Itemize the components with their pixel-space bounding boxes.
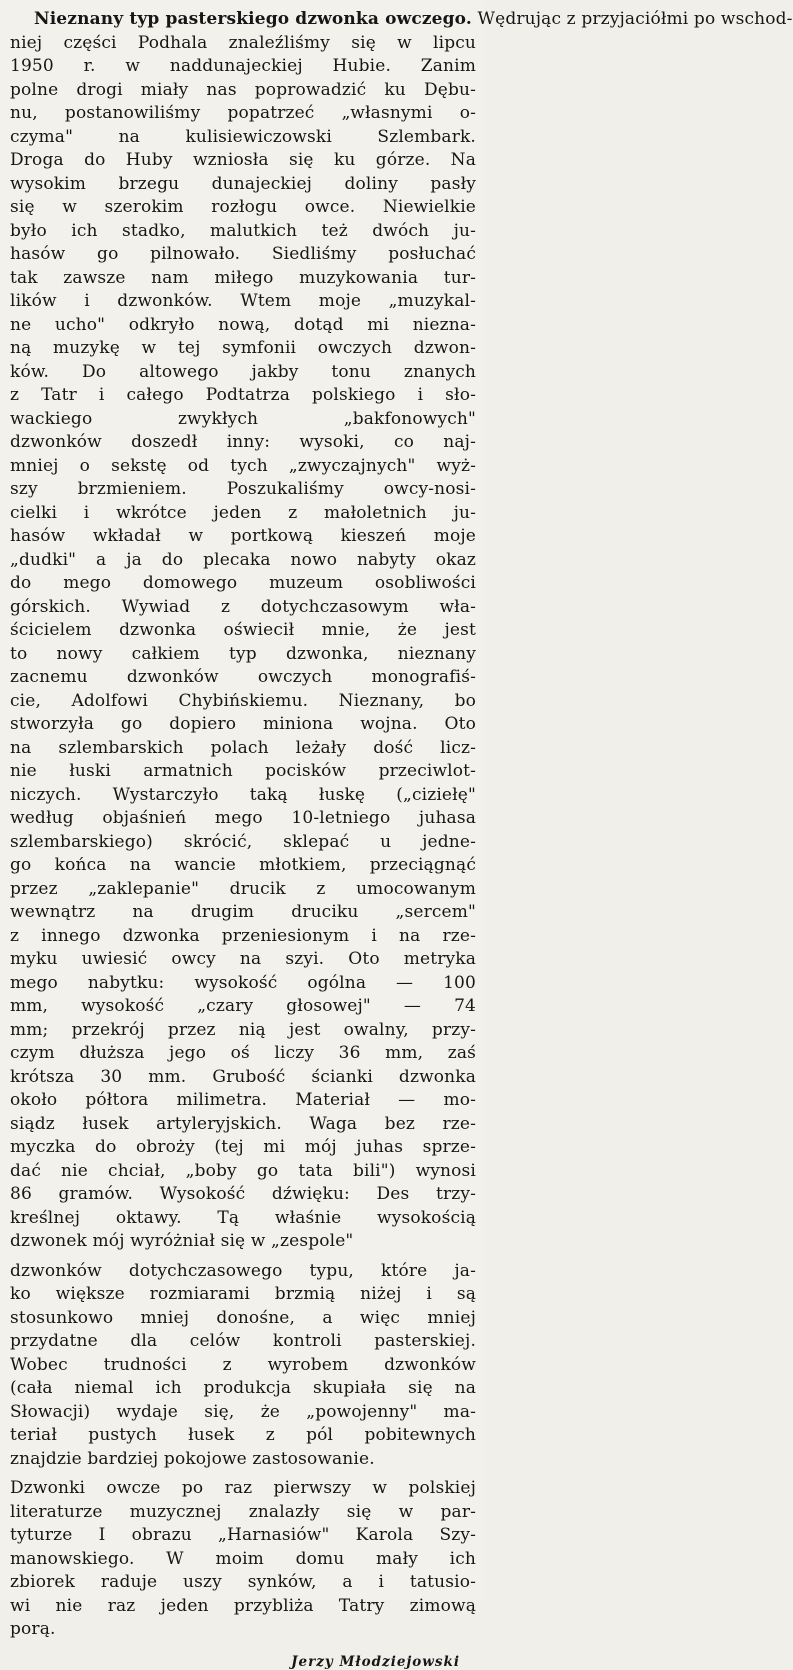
text-line: porą. — [10, 1619, 56, 1639]
text-line: to nowy całkiem typ dzwonka, nieznany — [10, 643, 476, 664]
text-line: hasów go pilnowało. Siedliśmy posłuchać — [10, 244, 476, 264]
text-line: cielki i wkrótce jeden z małoletnich ju- — [10, 502, 476, 523]
text-line: mego nabytku: wysokość ogólna — 100 — [10, 972, 476, 993]
paragraph-2 — [10, 1260, 476, 1472]
text-line: manowskiego. W moim domu mały ich — [10, 1548, 476, 1569]
text-line: około półtora milimetra. Materiał — mo- — [10, 1090, 476, 1110]
text-line: z Tatr i całego Podtatrza polskiego i sło- — [10, 385, 476, 405]
paragraph-3 — [10, 1477, 476, 1642]
text-line: tak zawsze nam miłego muzykowania tur- — [10, 267, 476, 288]
text-line: ną muzykę w tej symfonii owczych dzwon- — [10, 338, 476, 358]
text-line: według objaśnień mego 10-letniego juhasa — [10, 808, 476, 828]
text-line: dzwonek mój wyróżniał się w „zespole" — [10, 1231, 354, 1251]
text-line: znajdzie bardziej pokojowe zastosowanie. — [10, 1448, 375, 1469]
text-line: myku uwiesić owcy na szyi. Oto metryka — [10, 949, 476, 969]
text-line: go końca na wancie młotkiem, przeciągnąć — [10, 855, 476, 875]
text-line: zbiorek raduje uszy synków, a i tatusio- — [10, 1572, 476, 1592]
paragraph-1-first-line: Wędrując z przyjaciółmi po wschod- — [477, 9, 793, 29]
text-line: Droga do Huby wzniosła się ku górze. Na — [10, 150, 476, 170]
text-line: ścicielem dzwonka oświecił mnie, że jest — [10, 620, 476, 640]
text-line: do mego domowego muzeum osobliwości — [10, 573, 476, 593]
text-line: czym dłuższa jego oś liczy 36 mm, zaś — [10, 1043, 476, 1063]
text-line: lików i dzwonków. Wtem moje „muzykal- — [10, 291, 476, 311]
text-line: literaturze muzycznej znalazły się w par- — [10, 1501, 476, 1522]
text-line: cie, Adolfowi Chybińskiemu. Nieznany, bo — [10, 690, 476, 711]
author-signature: Jerzy Młodziejowski — [291, 1653, 460, 1670]
text-line: nie łuski armatnich pocisków przeciwlot- — [10, 761, 476, 781]
text-line: wysokim brzegu dunajeckiej doliny pasły — [10, 173, 476, 194]
text-line: przydatne dla celów kontroli pasterskiej. — [10, 1331, 476, 1351]
text-line: kreślnej oktawy. Tą właśnie wysokością — [10, 1207, 476, 1228]
article-column — [10, 8, 793, 1670]
text-line: było ich stadko, malutkich też dwóch ju- — [10, 220, 476, 241]
text-line: nu, postanowiliśmy popatrzeć „własnymi o- — [10, 103, 476, 123]
text-line: wi nie raz jeden przybliża Tatry zimową — [10, 1595, 476, 1616]
text-line: stworzyła go dopiero miniona wojna. Oto — [10, 714, 476, 734]
text-line: z innego dzwonka przeniesionym i na rze- — [10, 925, 476, 946]
text-line: 86 gramów. Wysokość dźwięku: Des trzy- — [10, 1184, 476, 1204]
text-line: krótsza 30 mm. Grubość ścianki dzwonka — [10, 1066, 476, 1087]
text-line: szy brzmieniem. Poszukaliśmy owcy-nosi- — [10, 479, 476, 499]
text-line: przez „zaklepanie" drucik z umocowanym — [10, 878, 476, 899]
text-line: niej części Podhala znaleźliśmy się w lipcu — [10, 32, 476, 53]
text-line: wackiego zwykłych „bakfonowych" — [10, 408, 476, 429]
text-line: niczych. Wystarczyło taką łuskę („ciziełę" — [10, 784, 476, 805]
text-line: zacnemu dzwonków owczych monografiś- — [10, 667, 476, 687]
text-line: stosunkowo mniej donośne, a więc mniej — [10, 1307, 476, 1328]
text-line: teriał pustych łusek z pól pobitewnych — [10, 1425, 476, 1445]
text-line: siądz łusek artyleryjskich. Waga bez rze- — [10, 1113, 476, 1134]
text-line: ne ucho" odkryło nową, dotąd mi niezna- — [10, 314, 476, 335]
text-line: Wobec trudności z wyrobem dzwonków — [10, 1354, 476, 1375]
text-line: tyturze I obrazu „Harnasiów" Karola Szy- — [10, 1525, 476, 1545]
text-line: polne drogi miały nas poprowadzić ku Dębu- — [10, 79, 476, 100]
text-line: hasów wkładał w portkową kieszeń moje — [10, 526, 476, 546]
paragraph-1-lines — [10, 32, 476, 1254]
text-line: ko większe rozmiarami brzmią niżej i są — [10, 1284, 476, 1304]
text-line: na szlembarskich polach leżały dość licz- — [10, 737, 476, 758]
text-line: myczka do obroży (tej mi mój juhas sprze- — [10, 1137, 476, 1157]
text-line: Słowacji) wydaje się, że „powojenny" ma- — [10, 1401, 476, 1422]
text-line: szlembarskiego) skrócić, sklepać u jedne- — [10, 831, 476, 852]
text-line: dzwonków dotychczasowego typu, które ja- — [10, 1260, 476, 1281]
text-line: Dzwonki owcze po raz pierwszy w polskiej — [10, 1478, 476, 1498]
text-line: mm, wysokość „czary głosowej" — 74 — [10, 996, 476, 1016]
text-line: górskich. Wywiad z dotychczasowym wła- — [10, 596, 476, 617]
text-line: mniej o sekstę od tych „zwyczajnych" wyż- — [10, 455, 476, 476]
text-line: dać nie chciał, „boby go tata bili") wynosi — [10, 1160, 476, 1181]
paragraph-1 — [10, 8, 793, 1254]
text-line — [10, 8, 793, 32]
article-title: Nieznany typ pasterskiego dzwonka owczego. — [34, 9, 472, 29]
text-line: dzwonków doszedł inny: wysoki, co naj- — [10, 432, 476, 452]
text-line: wewnątrz na drugim druciku „sercem" — [10, 902, 476, 922]
text-line: mm; przekrój przez nią jest owalny, przy- — [10, 1019, 476, 1040]
text-line: czyma" na kulisiewiczowski Szlembark. — [10, 126, 476, 147]
text-line: 1950 r. w naddunajeckiej Hubie. Zanim — [10, 56, 476, 76]
text-line: „dudki" a ja do plecaka nowo nabyty okaz — [10, 549, 476, 570]
text-line: ków. Do altowego jakby tonu znanych — [10, 361, 476, 382]
text-line: się w szerokim rozłogu owce. Niewielkie — [10, 197, 476, 217]
text-line: (cała niemal ich produkcja skupiała się na — [10, 1378, 476, 1398]
